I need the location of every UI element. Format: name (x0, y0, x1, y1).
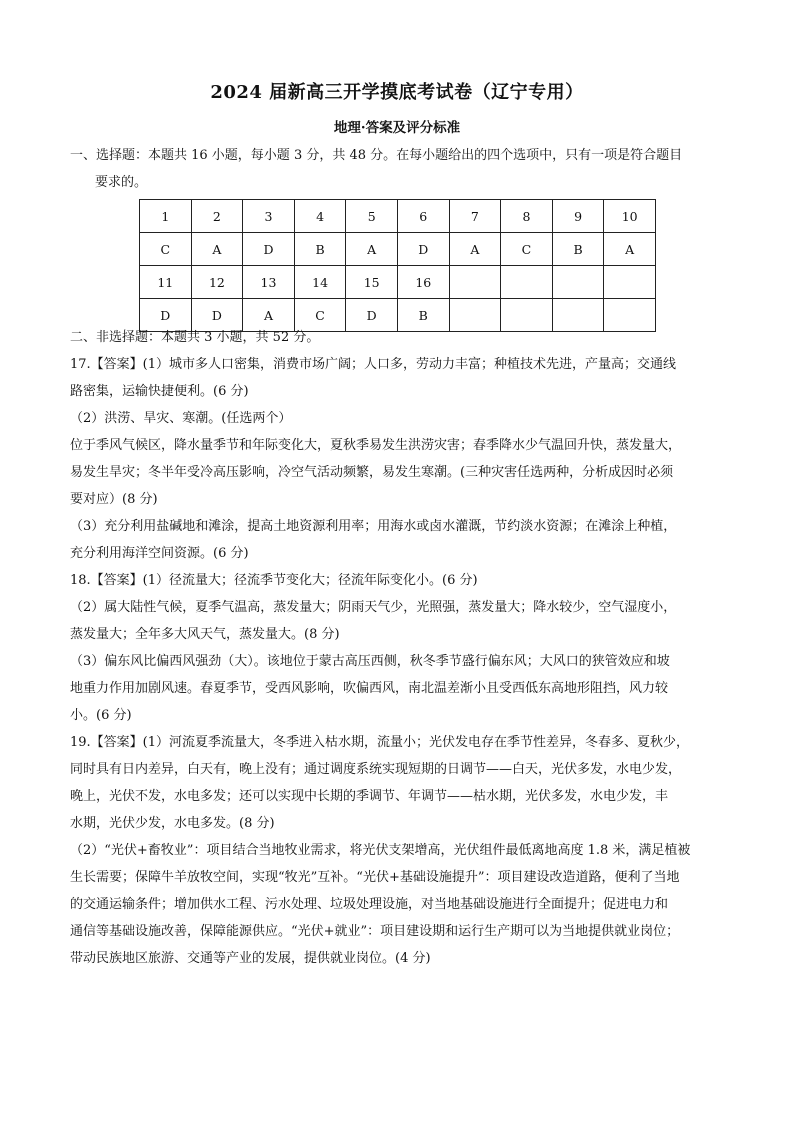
answer-cell: C (294, 299, 346, 332)
empty-cell (501, 266, 553, 299)
answer-cell: A (604, 233, 656, 266)
section1-instructions-line1: 一、选择题：本题共 16 小题，每小题 3 分，共 48 分。在每小题给出的四个选项中，只有一项是符合题目 (70, 148, 683, 163)
question-number: 7 (449, 200, 501, 233)
page-title: 2024 届新高三开学摸底考试卷（辽宁专用） (210, 82, 584, 103)
answer-line: 地重力作用加剧风速。春夏季节，受西风影响，吹偏西风，南北温差渐小且受西低东高地形阻挡，风力较 (70, 681, 669, 696)
page-subtitle: 地理·答案及评分标准 (333, 120, 461, 136)
answer-line: 位于季风气候区，降水量季节和年际变化大，夏秋季易发生洪涝灾害；春季降水少气温回升快，蒸发量大， (70, 438, 682, 453)
question-number: 12 (191, 266, 243, 299)
answer-table-row-numbers-1 (140, 200, 656, 233)
answer-line: 易发生旱灾；冬半年受冷高压影响，冷空气活动频繁，易发生寒潮。(三种灾害任选两种，分析成因时必须 (70, 465, 674, 480)
answer-line: 同时具有日内差异，白天有，晚上没有；通过调度系统实现短期的日调节——白天，光伏多发，水电少发， (70, 762, 682, 777)
answer-line: 要对应）(8 分) (70, 492, 158, 507)
empty-cell (552, 266, 604, 299)
answer-line: 路密集，运输快捷便利。(6 分) (70, 384, 249, 399)
question-number: 8 (501, 200, 553, 233)
question-number: 3 (243, 200, 295, 233)
answer-line: 晚上，光伏不发，水电多发；还可以实现中长期的季调节、年调节——枯水期，光伏多发，水电少发，丰 (70, 789, 669, 804)
answer-cell: A (191, 233, 243, 266)
empty-cell (449, 266, 501, 299)
answer-table-row-answers-1 (140, 233, 656, 266)
answer-line: （3）充分利用盐碱地和滩涂，提高土地资源利用率；用海水或卤水灌溉，节约淡水资源；在滩涂上种植， (70, 519, 677, 534)
answer-table-row-numbers-2 (140, 266, 656, 299)
answer-cell: D (397, 233, 449, 266)
question-number: 4 (294, 200, 346, 233)
answer-line: （2）洪涝、旱灾、寒潮。(任选两个） (70, 411, 292, 426)
answer-cell: B (294, 233, 346, 266)
section2-body (70, 324, 690, 972)
empty-cell (604, 266, 656, 299)
answer-cell: A (449, 233, 501, 266)
answer-line: （3）偏东风比偏西风强劲（大）。该地位于蒙古高压西侧，秋冬季节盛行偏东风；大风口的狭管效应和坡 (70, 654, 670, 669)
answer-cell: C (140, 233, 192, 266)
answer-cell: D (191, 299, 243, 332)
answer-line: 18.【答案】(1）径流量大；径流季节变化大；径流年际变化小。(6 分) (70, 573, 478, 588)
answer-line: （2）属大陆性气候，夏季气温高，蒸发量大；阴雨天气少，光照强，蒸发量大；降水较少，空气湿度小， (70, 600, 677, 615)
answer-line: 充分利用海洋空间资源。(6 分) (70, 546, 249, 561)
answer-line: 19.【答案】(1）河流夏季流量大，冬季进入枯水期，流量小；光伏发电存在季节性差异，冬春多、夏秋少， (70, 735, 690, 750)
question-number: 10 (604, 200, 656, 233)
answer-line: （2）“光伏+畜牧业”：项目结合当地牧业需求，将光伏支架增高，光伏组件最低离地高度 1.8 米，满足植被 (70, 843, 691, 858)
question-number: 1 (140, 200, 192, 233)
section2-heading: 二、非选择题：本题共 3 小题，共 52 分。 (70, 330, 320, 345)
question-number: 9 (552, 200, 604, 233)
answer-line: 17.【答案】(1）城市多人口密集，消费市场广阔；人口多，劳动力丰富；种植技术先进，产量高；交通线 (70, 357, 677, 372)
question-number: 2 (191, 200, 243, 233)
question-number: 14 (294, 266, 346, 299)
answer-line: 带动民族地区旅游、交通等产业的发展，提供就业岗位。(4 分) (70, 951, 431, 966)
answer-cell: C (501, 233, 553, 266)
answer-line: 水期，光伏少发，水电多发。(8 分) (70, 816, 275, 831)
question-number: 15 (346, 266, 398, 299)
answer-cell: B (552, 233, 604, 266)
section1-instructions-line2: 要求的。 (95, 175, 148, 190)
question-number: 11 (140, 266, 192, 299)
question-number: 13 (243, 266, 295, 299)
answer-cell: D (346, 299, 398, 332)
answer-cell: A (346, 233, 398, 266)
question-number: 6 (397, 200, 449, 233)
answer-cell: D (140, 299, 192, 332)
question-number: 5 (346, 200, 398, 233)
answer-line: 小。(6 分) (70, 708, 132, 723)
answer-line: 通信等基础设施改善，保障能源供应。“光伏+就业”：项目建设期和运行生产期可以为当地提供就业岗位； (70, 924, 680, 939)
answer-table (139, 199, 656, 332)
answer-cell: A (243, 299, 295, 332)
answer-cell: B (397, 299, 449, 332)
answer-line: 的交通运输条件；增加供水工程、污水处理、垃圾处理设施，对当地基础设施进行全面提升；促进电力和 (70, 897, 669, 912)
question-number: 16 (397, 266, 449, 299)
answer-line: 蒸发量大；全年多大风天气，蒸发量大。(8 分) (70, 627, 340, 642)
answer-line: 生长需要；保障牛羊放牧空间，实现“牧光”互补。“光伏+基础设施提升”：项目建设改造道路，便利了当地 (70, 870, 680, 885)
answer-cell: D (243, 233, 295, 266)
